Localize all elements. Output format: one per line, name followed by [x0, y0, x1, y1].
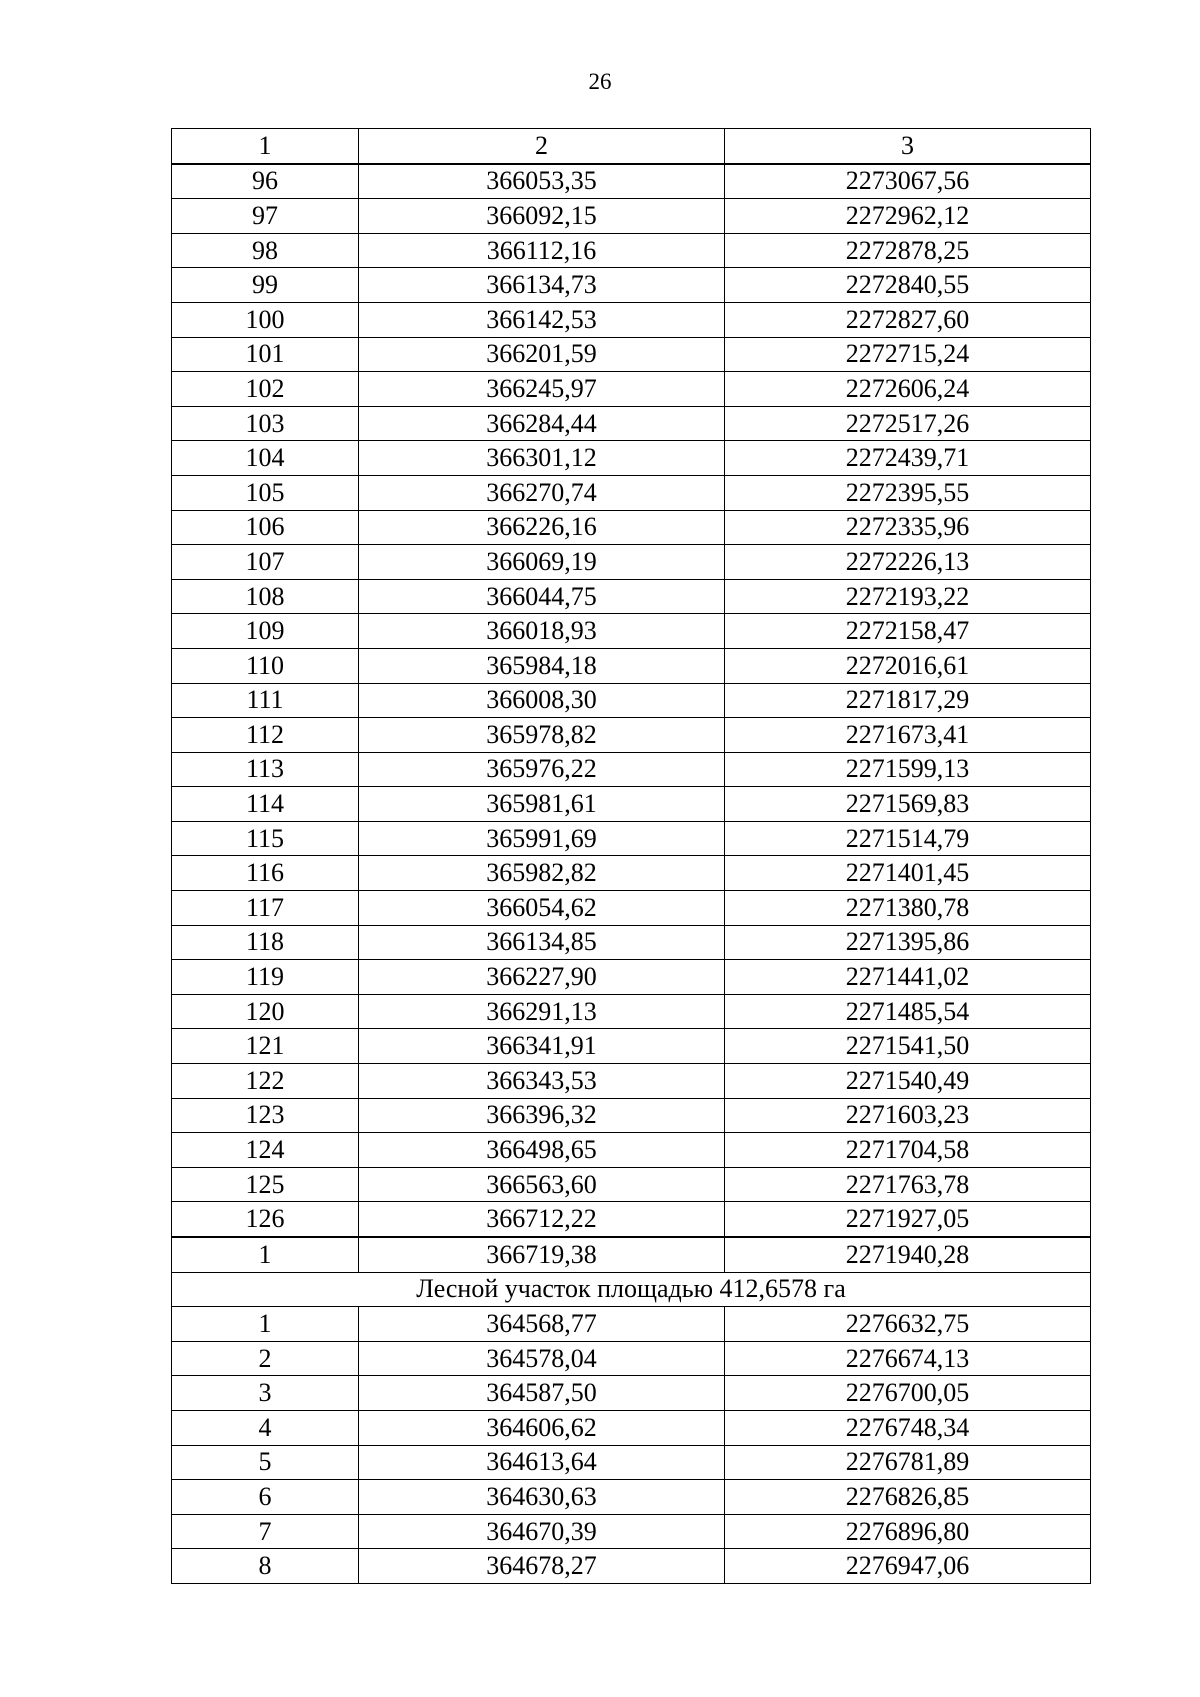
cell-x-coordinate: 366284,44 — [359, 406, 725, 441]
cell-point-number: 111 — [172, 683, 359, 718]
cell-y-coordinate: 2271569,83 — [725, 787, 1091, 822]
cell-point-number: 125 — [172, 1167, 359, 1202]
cell-x-coordinate: 366498,65 — [359, 1133, 725, 1168]
table-row — [172, 821, 1091, 856]
cell-point-number: 108 — [172, 579, 359, 614]
table-row — [172, 268, 1091, 303]
cell-x-coordinate: 364630,63 — [359, 1480, 725, 1515]
cell-x-coordinate: 364568,77 — [359, 1307, 725, 1342]
cell-point-number: 96 — [172, 164, 359, 199]
cell-point-number: 109 — [172, 614, 359, 649]
cell-y-coordinate: 2272878,25 — [725, 233, 1091, 268]
column-header-y: 3 — [725, 129, 1091, 164]
cell-point-number: 126 — [172, 1202, 359, 1237]
cell-x-coordinate: 366341,91 — [359, 1029, 725, 1064]
cell-point-number: 113 — [172, 752, 359, 787]
table-row — [172, 718, 1091, 753]
cell-point-number: 8 — [172, 1549, 359, 1584]
cell-y-coordinate: 2271401,45 — [725, 856, 1091, 891]
cell-y-coordinate: 2271603,23 — [725, 1098, 1091, 1133]
table-row — [172, 441, 1091, 476]
cell-x-coordinate: 366044,75 — [359, 579, 725, 614]
cell-y-coordinate: 2276748,34 — [725, 1410, 1091, 1445]
cell-y-coordinate: 2272517,26 — [725, 406, 1091, 441]
coordinates-table-body — [172, 129, 1091, 1584]
cell-point-number: 4 — [172, 1410, 359, 1445]
table-row — [172, 1410, 1091, 1445]
cell-point-number: 116 — [172, 856, 359, 891]
cell-x-coordinate: 366396,32 — [359, 1098, 725, 1133]
cell-x-coordinate: 364578,04 — [359, 1341, 725, 1376]
cell-x-coordinate: 366719,38 — [359, 1237, 725, 1272]
cell-x-coordinate: 365991,69 — [359, 821, 725, 856]
cell-x-coordinate: 366134,73 — [359, 268, 725, 303]
cell-point-number: 5 — [172, 1445, 359, 1480]
table-row — [172, 1029, 1091, 1064]
cell-point-number: 105 — [172, 475, 359, 510]
section-title: Лесной участок площадью 412,6578 га — [172, 1272, 1091, 1307]
cell-x-coordinate: 364606,62 — [359, 1410, 725, 1445]
cell-y-coordinate: 2271927,05 — [725, 1202, 1091, 1237]
cell-point-number: 123 — [172, 1098, 359, 1133]
table-row — [172, 614, 1091, 649]
table-row — [172, 579, 1091, 614]
cell-point-number: 101 — [172, 337, 359, 372]
cell-point-number: 2 — [172, 1341, 359, 1376]
table-row — [172, 545, 1091, 580]
table-row-closing-point — [172, 1237, 1091, 1272]
cell-x-coordinate: 364613,64 — [359, 1445, 725, 1480]
table-row — [172, 925, 1091, 960]
cell-y-coordinate: 2271441,02 — [725, 960, 1091, 995]
cell-x-coordinate: 365976,22 — [359, 752, 725, 787]
table-row — [172, 891, 1091, 926]
cell-y-coordinate: 2272335,96 — [725, 510, 1091, 545]
cell-y-coordinate: 2272715,24 — [725, 337, 1091, 372]
cell-x-coordinate: 366053,35 — [359, 164, 725, 199]
cell-x-coordinate: 366563,60 — [359, 1167, 725, 1202]
table-row — [172, 1202, 1091, 1237]
cell-y-coordinate: 2271704,58 — [725, 1133, 1091, 1168]
cell-point-number: 110 — [172, 648, 359, 683]
cell-x-coordinate: 366343,53 — [359, 1064, 725, 1099]
cell-point-number: 121 — [172, 1029, 359, 1064]
table-row — [172, 960, 1091, 995]
cell-point-number: 97 — [172, 199, 359, 234]
cell-y-coordinate: 2272158,47 — [725, 614, 1091, 649]
table-row — [172, 1098, 1091, 1133]
cell-y-coordinate: 2272827,60 — [725, 302, 1091, 337]
table-row — [172, 1167, 1091, 1202]
table-row — [172, 406, 1091, 441]
section-title-row — [172, 1272, 1091, 1307]
cell-x-coordinate: 366291,13 — [359, 994, 725, 1029]
cell-y-coordinate: 2272840,55 — [725, 268, 1091, 303]
table-row — [172, 683, 1091, 718]
table-row — [172, 648, 1091, 683]
cell-point-number: 100 — [172, 302, 359, 337]
table-row — [172, 337, 1091, 372]
cell-x-coordinate: 366226,16 — [359, 510, 725, 545]
table-row — [172, 1133, 1091, 1168]
cell-x-coordinate: 366712,22 — [359, 1202, 725, 1237]
cell-point-number: 119 — [172, 960, 359, 995]
table-row — [172, 510, 1091, 545]
cell-point-number: 6 — [172, 1480, 359, 1515]
cell-y-coordinate: 2271380,78 — [725, 891, 1091, 926]
column-header-point-number: 1 — [172, 129, 359, 164]
cell-x-coordinate: 366227,90 — [359, 960, 725, 995]
cell-y-coordinate: 2271395,86 — [725, 925, 1091, 960]
cell-point-number: 98 — [172, 233, 359, 268]
cell-point-number: 115 — [172, 821, 359, 856]
cell-x-coordinate: 365984,18 — [359, 648, 725, 683]
cell-y-coordinate: 2271541,50 — [725, 1029, 1091, 1064]
cell-y-coordinate: 2273067,56 — [725, 164, 1091, 199]
cell-y-coordinate: 2272606,24 — [725, 372, 1091, 407]
cell-y-coordinate: 2276947,06 — [725, 1549, 1091, 1584]
cell-y-coordinate: 2272193,22 — [725, 579, 1091, 614]
cell-point-number: 102 — [172, 372, 359, 407]
cell-y-coordinate: 2276826,85 — [725, 1480, 1091, 1515]
page-number: 26 — [588, 69, 612, 94]
table-row — [172, 752, 1091, 787]
cell-y-coordinate: 2276896,80 — [725, 1514, 1091, 1549]
table-row — [172, 1376, 1091, 1411]
cell-y-coordinate: 2271673,41 — [725, 718, 1091, 753]
cell-point-number: 114 — [172, 787, 359, 822]
cell-y-coordinate: 2271514,79 — [725, 821, 1091, 856]
cell-point-number: 1 — [172, 1307, 359, 1342]
table-row — [172, 1064, 1091, 1099]
table-row — [172, 787, 1091, 822]
cell-point-number: 124 — [172, 1133, 359, 1168]
table-row — [172, 475, 1091, 510]
cell-y-coordinate: 2276674,13 — [725, 1341, 1091, 1376]
cell-y-coordinate: 2272962,12 — [725, 199, 1091, 234]
cell-x-coordinate: 366134,85 — [359, 925, 725, 960]
cell-point-number: 106 — [172, 510, 359, 545]
cell-x-coordinate: 364670,39 — [359, 1514, 725, 1549]
cell-x-coordinate: 366112,16 — [359, 233, 725, 268]
cell-point-number: 118 — [172, 925, 359, 960]
coordinates-table — [171, 128, 1091, 1584]
cell-y-coordinate: 2276700,05 — [725, 1376, 1091, 1411]
table-row — [172, 856, 1091, 891]
cell-x-coordinate: 365982,82 — [359, 856, 725, 891]
table-row — [172, 1480, 1091, 1515]
cell-point-number: 107 — [172, 545, 359, 580]
cell-point-number: 1 — [172, 1237, 359, 1272]
cell-y-coordinate: 2272226,13 — [725, 545, 1091, 580]
table-row — [172, 164, 1091, 199]
cell-x-coordinate: 365981,61 — [359, 787, 725, 822]
cell-x-coordinate: 364678,27 — [359, 1549, 725, 1584]
column-header-x: 2 — [359, 129, 725, 164]
cell-y-coordinate: 2271940,28 — [725, 1237, 1091, 1272]
table-row — [172, 1307, 1091, 1342]
cell-point-number: 117 — [172, 891, 359, 926]
cell-y-coordinate: 2271599,13 — [725, 752, 1091, 787]
cell-point-number: 7 — [172, 1514, 359, 1549]
cell-y-coordinate: 2271485,54 — [725, 994, 1091, 1029]
cell-y-coordinate: 2272439,71 — [725, 441, 1091, 476]
cell-point-number: 103 — [172, 406, 359, 441]
table-row — [172, 1514, 1091, 1549]
cell-point-number: 120 — [172, 994, 359, 1029]
table-row — [172, 1341, 1091, 1376]
table-row — [172, 233, 1091, 268]
cell-y-coordinate: 2271817,29 — [725, 683, 1091, 718]
table-row — [172, 1549, 1091, 1584]
cell-point-number: 3 — [172, 1376, 359, 1411]
table-header-row — [172, 129, 1091, 164]
table-row — [172, 994, 1091, 1029]
cell-x-coordinate: 366069,19 — [359, 545, 725, 580]
cell-x-coordinate: 366201,59 — [359, 337, 725, 372]
cell-y-coordinate: 2276781,89 — [725, 1445, 1091, 1480]
cell-y-coordinate: 2271540,49 — [725, 1064, 1091, 1099]
table-row — [172, 372, 1091, 407]
cell-x-coordinate: 364587,50 — [359, 1376, 725, 1411]
cell-point-number: 99 — [172, 268, 359, 303]
table-row — [172, 1445, 1091, 1480]
cell-x-coordinate: 366245,97 — [359, 372, 725, 407]
cell-x-coordinate: 366142,53 — [359, 302, 725, 337]
table-row — [172, 302, 1091, 337]
cell-x-coordinate: 366018,93 — [359, 614, 725, 649]
cell-x-coordinate: 366054,62 — [359, 891, 725, 926]
cell-y-coordinate: 2271763,78 — [725, 1167, 1091, 1202]
cell-y-coordinate: 2272395,55 — [725, 475, 1091, 510]
cell-x-coordinate: 366008,30 — [359, 683, 725, 718]
cell-point-number: 112 — [172, 718, 359, 753]
cell-y-coordinate: 2272016,61 — [725, 648, 1091, 683]
cell-point-number: 122 — [172, 1064, 359, 1099]
cell-x-coordinate: 366270,74 — [359, 475, 725, 510]
cell-x-coordinate: 365978,82 — [359, 718, 725, 753]
cell-point-number: 104 — [172, 441, 359, 476]
cell-x-coordinate: 366092,15 — [359, 199, 725, 234]
cell-y-coordinate: 2276632,75 — [725, 1307, 1091, 1342]
cell-x-coordinate: 366301,12 — [359, 441, 725, 476]
table-row — [172, 199, 1091, 234]
